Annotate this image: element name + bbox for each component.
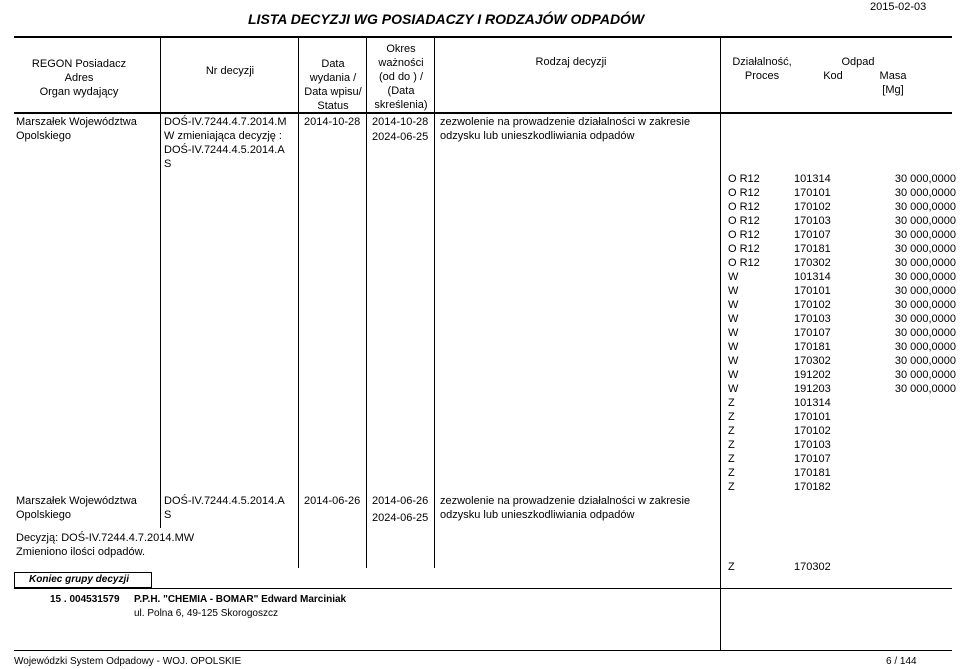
waste-row bbox=[728, 480, 956, 494]
decision-1-organ-l1: Marszałek Województwa bbox=[16, 116, 137, 128]
waste-proces: Z bbox=[728, 439, 735, 451]
header-col-nr-l1: Nr decyzji bbox=[205, 65, 255, 77]
waste-row bbox=[728, 200, 956, 214]
waste-row bbox=[728, 242, 956, 256]
waste-proces: W bbox=[728, 313, 739, 325]
header-col-data-l4: Status bbox=[317, 100, 349, 112]
waste-proces: W bbox=[728, 271, 739, 283]
waste-row bbox=[728, 298, 956, 312]
decision-1-nr-l1: DOŚ-IV.7244.4.7.2014.M bbox=[164, 116, 287, 128]
header-col-holder-l3: Organ wydający bbox=[39, 86, 119, 98]
header-col-holder bbox=[14, 57, 144, 99]
header-col-okres-l3: (od do ) / bbox=[378, 71, 424, 83]
waste-row bbox=[728, 452, 956, 466]
waste-proces: O R12 bbox=[728, 215, 760, 227]
waste-row bbox=[728, 354, 956, 368]
waste-proces: O R12 bbox=[728, 229, 760, 241]
waste-last-proces: Z bbox=[728, 561, 735, 573]
change-note-l1: Decyzją: DOŚ-IV.7244.4.7.2014.MW bbox=[16, 532, 195, 544]
decision-1-okres-od: 2014-10-28 bbox=[372, 116, 429, 128]
waste-masa: 30 000,0000 bbox=[894, 383, 956, 395]
next-holder-id: 15 . 004531579 bbox=[50, 594, 120, 605]
waste-row bbox=[728, 368, 956, 382]
waste-row bbox=[728, 396, 956, 410]
waste-kod: 170107 bbox=[794, 327, 831, 339]
col-divider-5 bbox=[720, 38, 721, 650]
waste-masa: 30 000,0000 bbox=[894, 299, 956, 311]
waste-proces: Z bbox=[728, 411, 735, 423]
decision-2-nr-l1: DOŚ-IV.7244.4.5.2014.A bbox=[164, 495, 285, 507]
waste-proces: O R12 bbox=[728, 187, 760, 199]
decision-1-nr-l3: DOŚ-IV.7244.4.5.2014.A bbox=[164, 144, 285, 156]
waste-row bbox=[728, 340, 956, 354]
waste-masa: 30 000,0000 bbox=[894, 285, 956, 297]
waste-kod: 191202 bbox=[794, 369, 831, 381]
waste-kod: 170102 bbox=[794, 425, 831, 437]
waste-proces: Z bbox=[728, 481, 735, 493]
waste-kod: 170181 bbox=[794, 467, 831, 479]
next-holder-address: ul. Polna 6, 49-125 Skorogoszcz bbox=[134, 608, 278, 619]
waste-kod: 191203 bbox=[794, 383, 831, 395]
decision-2-rodzaj bbox=[440, 494, 690, 522]
waste-proces: W bbox=[728, 285, 739, 297]
header-col-data-l1: Data bbox=[321, 58, 345, 70]
waste-proces: O R12 bbox=[728, 243, 760, 255]
waste-kod: 101314 bbox=[794, 271, 831, 283]
waste-proces: Z bbox=[728, 467, 735, 479]
waste-kod: 170101 bbox=[794, 285, 831, 297]
waste-masa: 30 000,0000 bbox=[894, 243, 956, 255]
decision-2-okres-do: 2024-06-25 bbox=[372, 512, 429, 524]
waste-masa: 30 000,0000 bbox=[894, 229, 956, 241]
decision-1-organ-l2: Opolskiego bbox=[16, 130, 72, 142]
waste-proces: Z bbox=[728, 425, 735, 437]
header-col-kod: Kod bbox=[823, 70, 843, 82]
decision-2-okres-od: 2014-06-26 bbox=[372, 495, 429, 507]
waste-masa: 30 000,0000 bbox=[894, 341, 956, 353]
waste-kod: 170101 bbox=[794, 187, 831, 199]
decision-1-rodzaj bbox=[440, 115, 690, 143]
waste-kod: 170181 bbox=[794, 341, 831, 353]
waste-masa: 30 000,0000 bbox=[894, 201, 956, 213]
decision-2-nr-l2: S bbox=[164, 509, 172, 521]
header-col-rodzaj-l1: Rodzaj decyzji bbox=[535, 56, 607, 68]
waste-proces: O R12 bbox=[728, 173, 760, 185]
header-col-okres-l5: skreślenia) bbox=[374, 99, 428, 111]
header-col-masa-l2: [Mg] bbox=[882, 84, 904, 96]
header-bottom-rule bbox=[14, 112, 952, 114]
waste-row bbox=[728, 228, 956, 242]
header-col-proces-l2: Proces bbox=[744, 70, 780, 82]
waste-proces: Z bbox=[728, 397, 735, 409]
waste-masa: 30 000,0000 bbox=[894, 173, 956, 185]
waste-kod: 170103 bbox=[794, 439, 831, 451]
change-note bbox=[16, 531, 194, 559]
decision-1-data-wydania: 2014-10-28 bbox=[304, 116, 361, 128]
waste-proces: W bbox=[728, 369, 739, 381]
header-odpad-group: Odpad bbox=[841, 56, 875, 68]
waste-kod: 170101 bbox=[794, 411, 831, 423]
waste-row bbox=[728, 438, 956, 452]
waste-kod: 170107 bbox=[794, 229, 831, 241]
waste-proces: O R12 bbox=[728, 201, 760, 213]
waste-masa: 30 000,0000 bbox=[894, 369, 956, 381]
footer-rule bbox=[14, 650, 952, 651]
decision-1-nr bbox=[164, 115, 287, 171]
decision-2-organ-l1: Marszałek Województwa bbox=[16, 495, 137, 507]
header-col-masa-l1: Masa bbox=[879, 70, 907, 82]
waste-kod: 170302 bbox=[794, 355, 831, 367]
waste-last-kod: 170302 bbox=[794, 561, 831, 573]
header-col-nr bbox=[162, 64, 298, 78]
report-date: 2015-02-03 bbox=[870, 1, 927, 13]
waste-row bbox=[728, 214, 956, 228]
waste-masa: 30 000,0000 bbox=[894, 271, 956, 283]
waste-masa: 30 000,0000 bbox=[894, 215, 956, 227]
waste-row-last bbox=[728, 560, 956, 574]
header-col-okres bbox=[368, 42, 434, 112]
header-col-holder-l1: REGON Posiadacz bbox=[31, 58, 127, 70]
waste-row bbox=[728, 382, 956, 396]
col-divider-4 bbox=[434, 38, 435, 568]
decision-2-organ-l2: Opolskiego bbox=[16, 509, 72, 521]
waste-kod: 170182 bbox=[794, 481, 831, 493]
waste-kod: 101314 bbox=[794, 397, 831, 409]
waste-proces: Z bbox=[728, 453, 735, 465]
waste-kod: 101314 bbox=[794, 173, 831, 185]
group-end-rule bbox=[14, 588, 952, 589]
decision-1-rodzaj-l1: zezwolenie na prowadzenie działalności w zakresie bbox=[440, 116, 691, 128]
decision-1-rodzaj-l2: odzysku lub unieszkodliwiania odpadów bbox=[440, 130, 635, 142]
waste-masa: 30 000,0000 bbox=[894, 313, 956, 325]
change-note-l2: Zmieniono ilości odpadów. bbox=[16, 546, 146, 558]
waste-masa: 30 000,0000 bbox=[894, 187, 956, 199]
waste-row bbox=[728, 284, 956, 298]
group-end-label: Koniec grupy decyzji bbox=[14, 572, 152, 588]
footer-page: 6 / 144 bbox=[886, 656, 917, 667]
waste-masa: 30 000,0000 bbox=[894, 355, 956, 367]
decision-1-nr-l4: S bbox=[164, 158, 172, 170]
decision-1-organ bbox=[16, 115, 137, 143]
waste-proces: O R12 bbox=[728, 257, 760, 269]
header-col-proces bbox=[722, 55, 802, 83]
report-title: LISTA DECYZJI WG POSIADACZY I RODZAJÓW ODPADÓW bbox=[248, 11, 645, 27]
decision-2-data-wydania: 2014-06-26 bbox=[304, 495, 361, 507]
waste-kod: 170302 bbox=[794, 257, 831, 269]
header-col-okres-l1: Okres bbox=[386, 43, 416, 55]
waste-kod: 170102 bbox=[794, 201, 831, 213]
waste-masa: 30 000,0000 bbox=[894, 327, 956, 339]
waste-row bbox=[728, 186, 956, 200]
header-col-data bbox=[300, 57, 366, 113]
waste-row bbox=[728, 466, 956, 480]
decision-2-nr bbox=[164, 494, 285, 522]
waste-row bbox=[728, 326, 956, 340]
header-top-rule bbox=[14, 36, 952, 38]
waste-masa: 30 000,0000 bbox=[894, 257, 956, 269]
header-col-masa bbox=[870, 69, 916, 97]
waste-kod: 170103 bbox=[794, 313, 831, 325]
header-col-proces-l1: Działalność, bbox=[732, 56, 792, 68]
decision-1-nr-l2: W zmieniająca decyzję : bbox=[164, 130, 282, 142]
header-col-data-l2: wydania / bbox=[309, 72, 357, 84]
header-col-holder-l2: Adres bbox=[64, 72, 94, 84]
waste-proces: W bbox=[728, 355, 739, 367]
waste-row bbox=[728, 410, 956, 424]
header-col-rodzaj bbox=[436, 55, 706, 69]
waste-row bbox=[728, 270, 956, 284]
waste-proces: W bbox=[728, 327, 739, 339]
waste-kod: 170181 bbox=[794, 243, 831, 255]
col-divider-2 bbox=[298, 38, 299, 568]
waste-kod: 170103 bbox=[794, 215, 831, 227]
header-col-okres-l4: (Data bbox=[387, 85, 415, 97]
waste-proces: W bbox=[728, 341, 739, 353]
waste-kod: 170102 bbox=[794, 299, 831, 311]
header-col-okres-l2: ważności bbox=[378, 57, 424, 69]
header-col-data-l3: Data wpisu/ bbox=[304, 86, 362, 98]
col-divider-3 bbox=[366, 38, 367, 568]
waste-kod: 170107 bbox=[794, 453, 831, 465]
next-holder-name: P.P.H. "CHEMIA - BOMAR" Edward Marciniak bbox=[134, 594, 347, 605]
decision-1-okres-do: 2024-06-25 bbox=[372, 131, 429, 143]
waste-proces: W bbox=[728, 299, 739, 311]
waste-proces: W bbox=[728, 383, 739, 395]
decision-2-rodzaj-l2: odzysku lub unieszkodliwiania odpadów bbox=[440, 509, 635, 521]
decision-2-organ bbox=[16, 494, 137, 522]
decision-2-rodzaj-l1: zezwolenie na prowadzenie działalności w zakresie bbox=[440, 495, 691, 507]
waste-row bbox=[728, 172, 956, 186]
waste-row bbox=[728, 256, 956, 270]
waste-row bbox=[728, 312, 956, 326]
col-divider-1 bbox=[160, 38, 161, 528]
footer-system: Wojewódzki System Odpadowy - WOJ. OPOLSKIE bbox=[14, 656, 242, 667]
waste-row bbox=[728, 424, 956, 438]
